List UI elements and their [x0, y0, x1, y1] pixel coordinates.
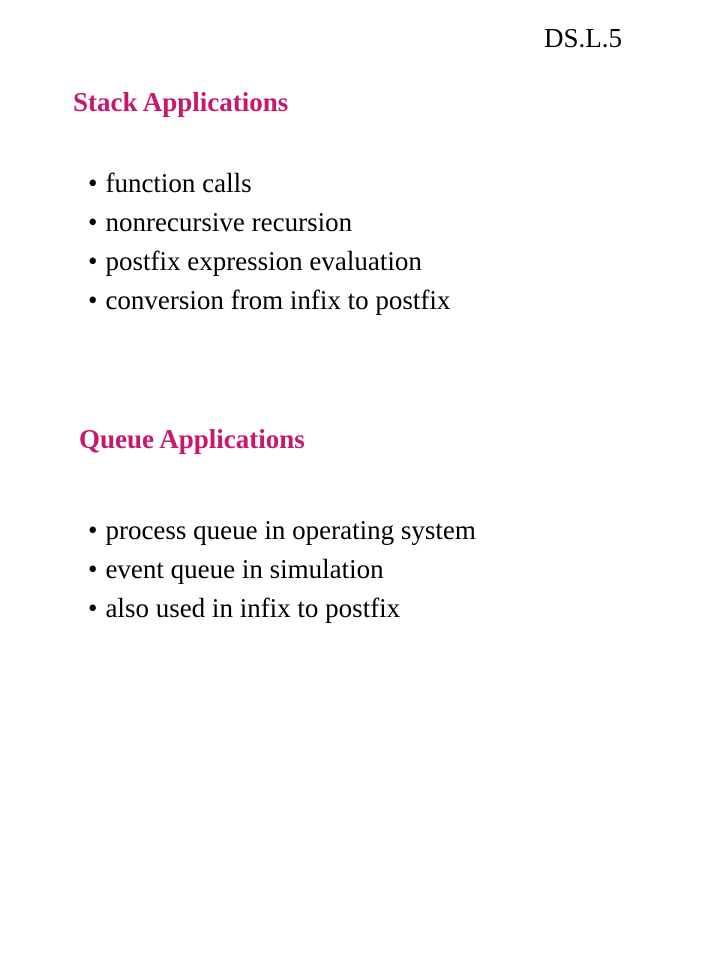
list-item-text: postfix expression evaluation: [105, 246, 422, 276]
list-item: [88, 550, 476, 589]
bullet-icon: •: [88, 168, 98, 198]
list-item: [88, 589, 476, 628]
list-item: [88, 281, 450, 320]
slide-number-label: DS.L.5: [544, 23, 623, 53]
list-item-text: nonrecursive recursion: [105, 207, 353, 237]
list-item-text: event queue in simulation: [105, 554, 384, 584]
bullet-icon: •: [88, 285, 98, 315]
stack-applications-list: [88, 164, 450, 320]
list-item: [88, 164, 450, 203]
list-item: [88, 203, 450, 242]
queue-applications-heading: Queue Applications: [79, 424, 305, 454]
bullet-icon: •: [88, 207, 98, 237]
queue-applications-list: [88, 511, 476, 628]
list-item-text: function calls: [105, 168, 252, 198]
list-item-text: process queue in operating system: [105, 515, 476, 545]
bullet-icon: •: [88, 246, 98, 276]
list-item-text: conversion from infix to postfix: [105, 285, 451, 315]
bullet-icon: •: [88, 554, 98, 584]
list-item: [88, 511, 476, 550]
list-item-text: also used in infix to postfix: [105, 593, 401, 623]
stack-applications-heading: Stack Applications: [73, 87, 289, 117]
bullet-icon: •: [88, 593, 98, 623]
bullet-icon: •: [88, 515, 98, 545]
list-item: [88, 242, 450, 281]
